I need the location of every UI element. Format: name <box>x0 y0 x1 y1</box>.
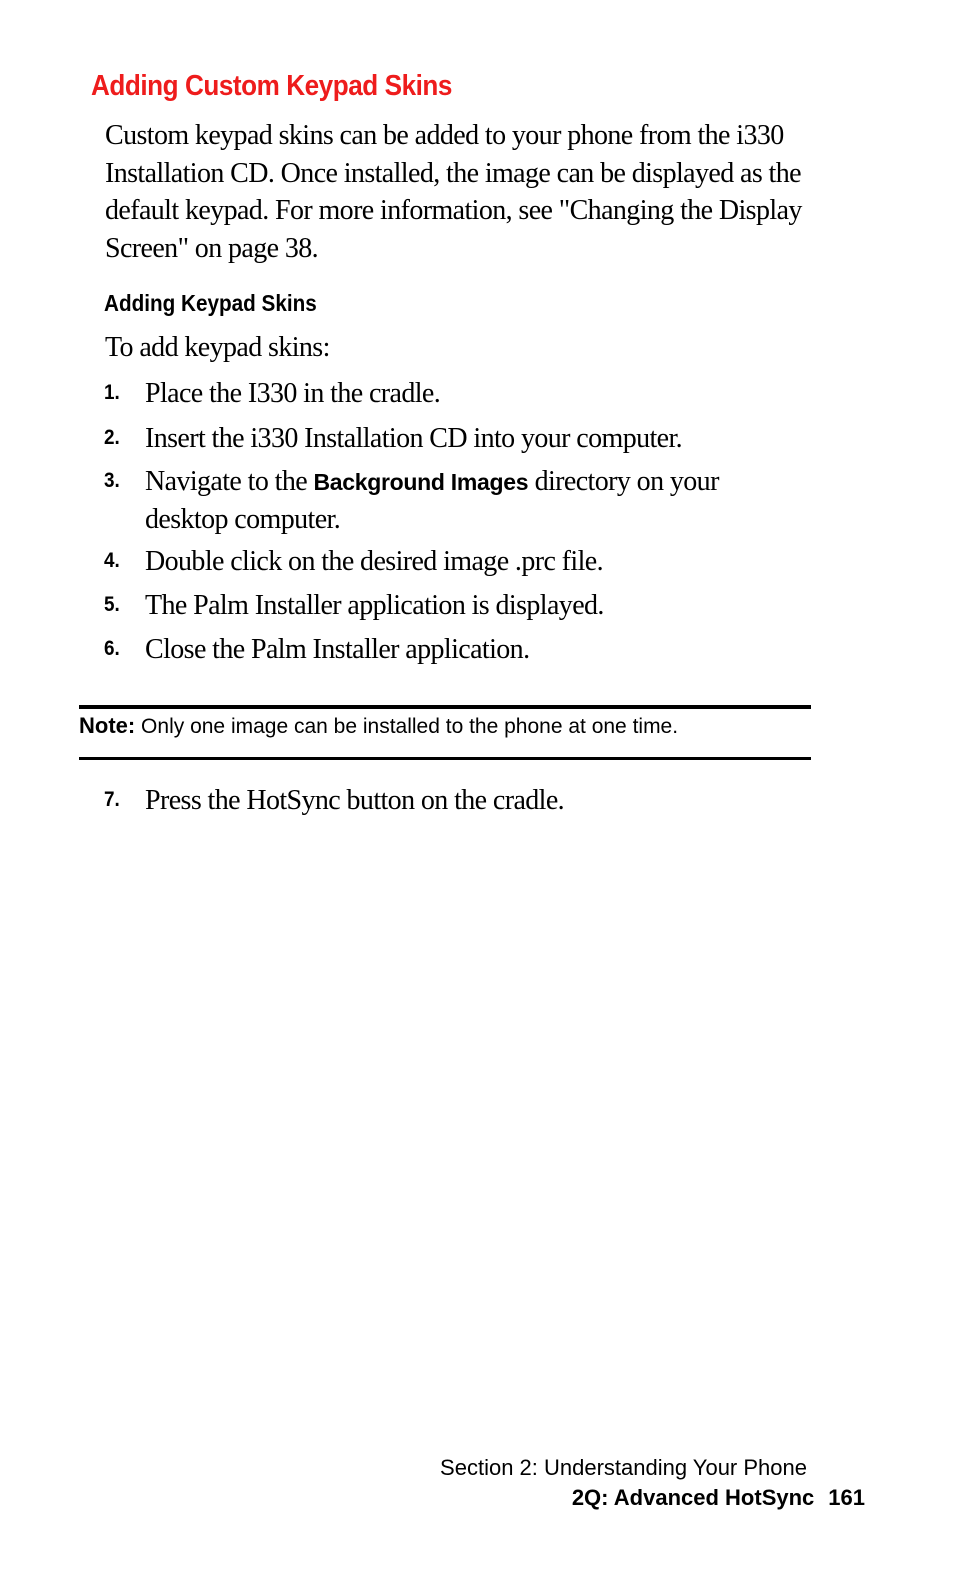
step-number: 3. <box>104 469 120 492</box>
note-text: Only one image can be installed to the phone at one time. <box>135 715 679 738</box>
step-number: 7. <box>104 788 120 811</box>
step-text: Press the HotSync button on the cradle. <box>145 785 565 816</box>
step-text: Place the I330 in the cradle. <box>145 378 441 409</box>
step-text-after: directory on your desktop computer. <box>145 466 719 535</box>
note-label: Note: <box>79 713 136 738</box>
step-text: Double click on the desired image .prc file. <box>145 546 603 577</box>
step-number: 1. <box>104 381 120 404</box>
step-text <box>145 463 785 539</box>
subheading: Adding Keypad Skins <box>104 290 317 316</box>
step-number: 6. <box>104 637 120 660</box>
page-number: 161 <box>828 1485 865 1510</box>
step-number: 4. <box>104 549 120 572</box>
directory-name: Background Images <box>313 469 529 495</box>
note-top-rule <box>79 705 811 709</box>
lead-text: To add keypad skins: <box>105 332 330 363</box>
step-text: Insert the i330 Installation CD into your computer. <box>145 423 683 454</box>
note-box <box>79 713 678 739</box>
note-bottom-rule <box>79 757 811 760</box>
step-text-before: Navigate to the <box>145 466 314 497</box>
footer-chapter <box>572 1485 865 1511</box>
section-title: Adding Custom Keypad Skins <box>91 70 452 102</box>
step-number: 2. <box>104 426 120 449</box>
footer-chapter-title: 2Q: Advanced HotSync <box>571 1485 815 1510</box>
step-text: Close the Palm Installer application. <box>145 634 530 665</box>
footer-section-title: Section 2: Understanding Your Phone <box>440 1455 807 1480</box>
step-number: 5. <box>104 593 120 616</box>
intro-paragraph: Custom keypad skins can be added to your phone from the i330 Installation CD. Once installed, the image can be displayed as the default keypad. For more information, see "Changing the Display Screen" on page 38. <box>105 120 802 264</box>
step-text: The Palm Installer application is displayed. <box>145 590 604 621</box>
